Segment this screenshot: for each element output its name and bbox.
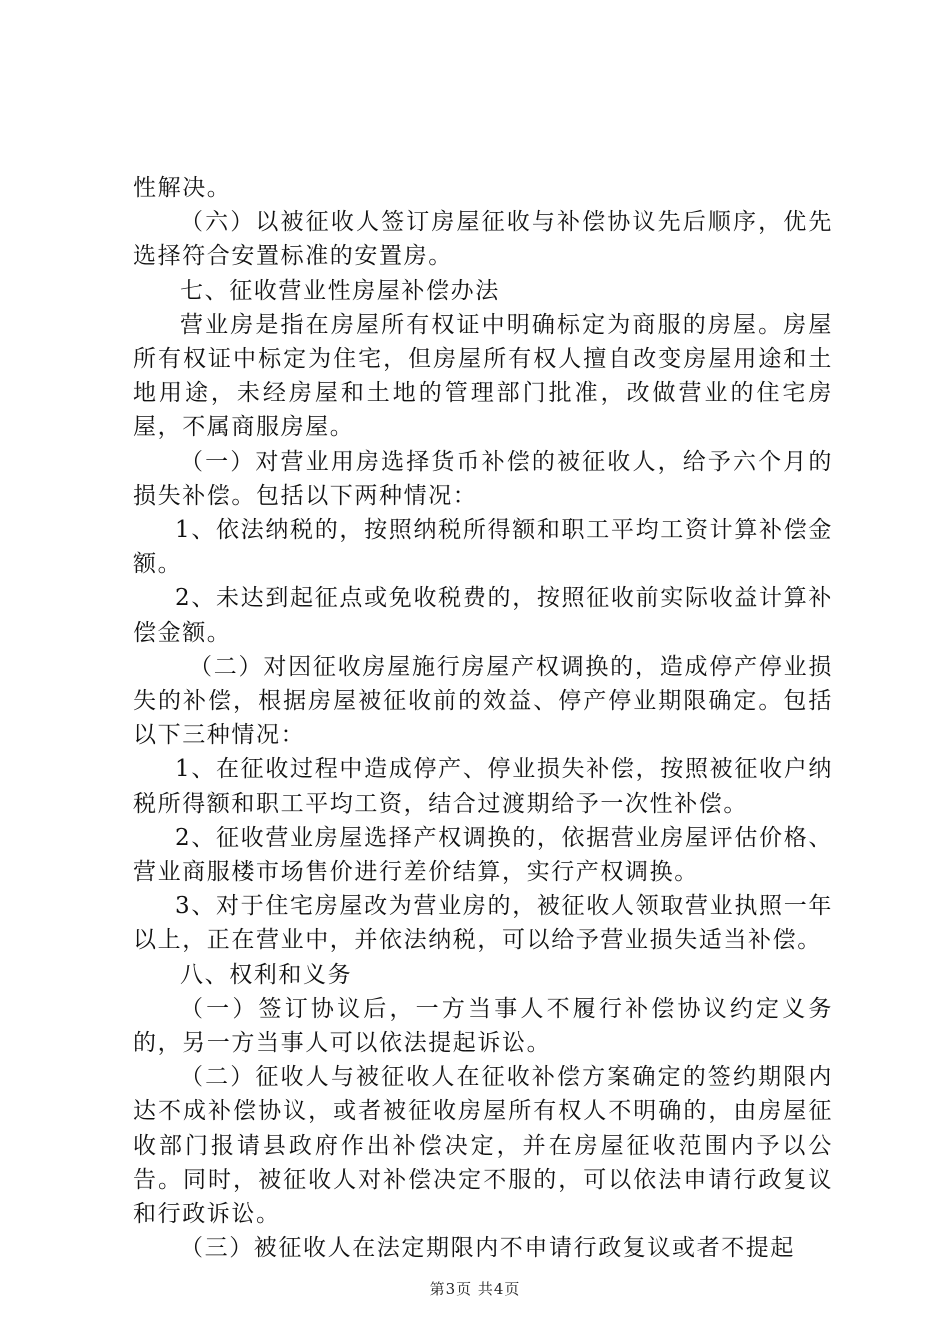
paragraph-subitem-2b: 2、征收营业房屋选择产权调换的，依据营业房屋评估价格、营业商服楼市场售价进行差价结算，实行产权调换。 xyxy=(133,824,833,886)
paragraph-item-one: （一）对营业用房选择货币补偿的被征收人，给予六个月的损失补偿。包括以下两种情况： xyxy=(133,448,833,509)
paragraph-subitem-3b: 3、对于住宅房屋改为营业房的，被征收人领取营业执照一年以上，正在营业中，并依法纳税，可以给予营业损失适当补偿。 xyxy=(133,893,833,954)
section-heading-eight: 八、权利和义务 xyxy=(180,961,353,988)
paragraph-subitem-1: 1、依法纳税的，按照纳税所得额和职工平均工资计算补偿金额。 xyxy=(133,517,833,578)
paragraph-subitem-1b: 1、在征收过程中造成停产、停业损失补偿，按照被征收户纳税所得额和职工平均工资，结合过渡期给予一次性补偿。 xyxy=(133,756,833,817)
paragraph-continuation: 性解决。 xyxy=(133,175,232,201)
paragraph-item-six: （六）以被征收人签订房屋征收与补偿协议先后顺序，优先选择符合安置标准的安置房。 xyxy=(133,209,833,270)
page-number-footer: 第3页 共4页 xyxy=(429,1280,521,1298)
paragraph-subitem-2: 2、未达到起征点或免收税费的，按照征收前实际收益计算补偿金额。 xyxy=(133,585,833,646)
paragraph-commercial-definition: 营业房是指在房屋所有权证中明确标定为商服的房屋。房屋所有权证中标定为住宅，但房屋所有权人擅自改变房屋用途和土地用途，未经房屋和土地的管理部门批准，改做营业的住宅房屋，不属商服房屋。 xyxy=(133,311,833,441)
paragraph-rights-one: （一）签订协议后，一方当事人不履行补偿协议约定义务的，另一方当事人可以依法提起诉讼。 xyxy=(133,995,833,1057)
paragraph-rights-three: （三）被征收人在法定期限内不申请行政复议或者不提起 xyxy=(180,1235,795,1262)
section-heading-seven: 七、征收营业性房屋补偿办法 xyxy=(180,277,500,304)
paragraph-rights-two: （二）征收人与被征收人在征收补偿方案确定的签约期限内达不成补偿协议，或者被征收房屋所有权人不明确的，由房屋征收部门报请县政府作出补偿决定，并在房屋征收范围内予以公告。同时，被征收人对补偿决定不服的，可以依法申请行政复议和行政诉讼。 xyxy=(133,1064,833,1228)
document-body xyxy=(133,171,833,1266)
paragraph-item-two: （二）对因征收房屋施行房屋产权调换的，造成停产停业损失的补偿，根据房屋被征收前的效益、停产停业期限确定。包括以下三种情况： xyxy=(133,653,833,749)
